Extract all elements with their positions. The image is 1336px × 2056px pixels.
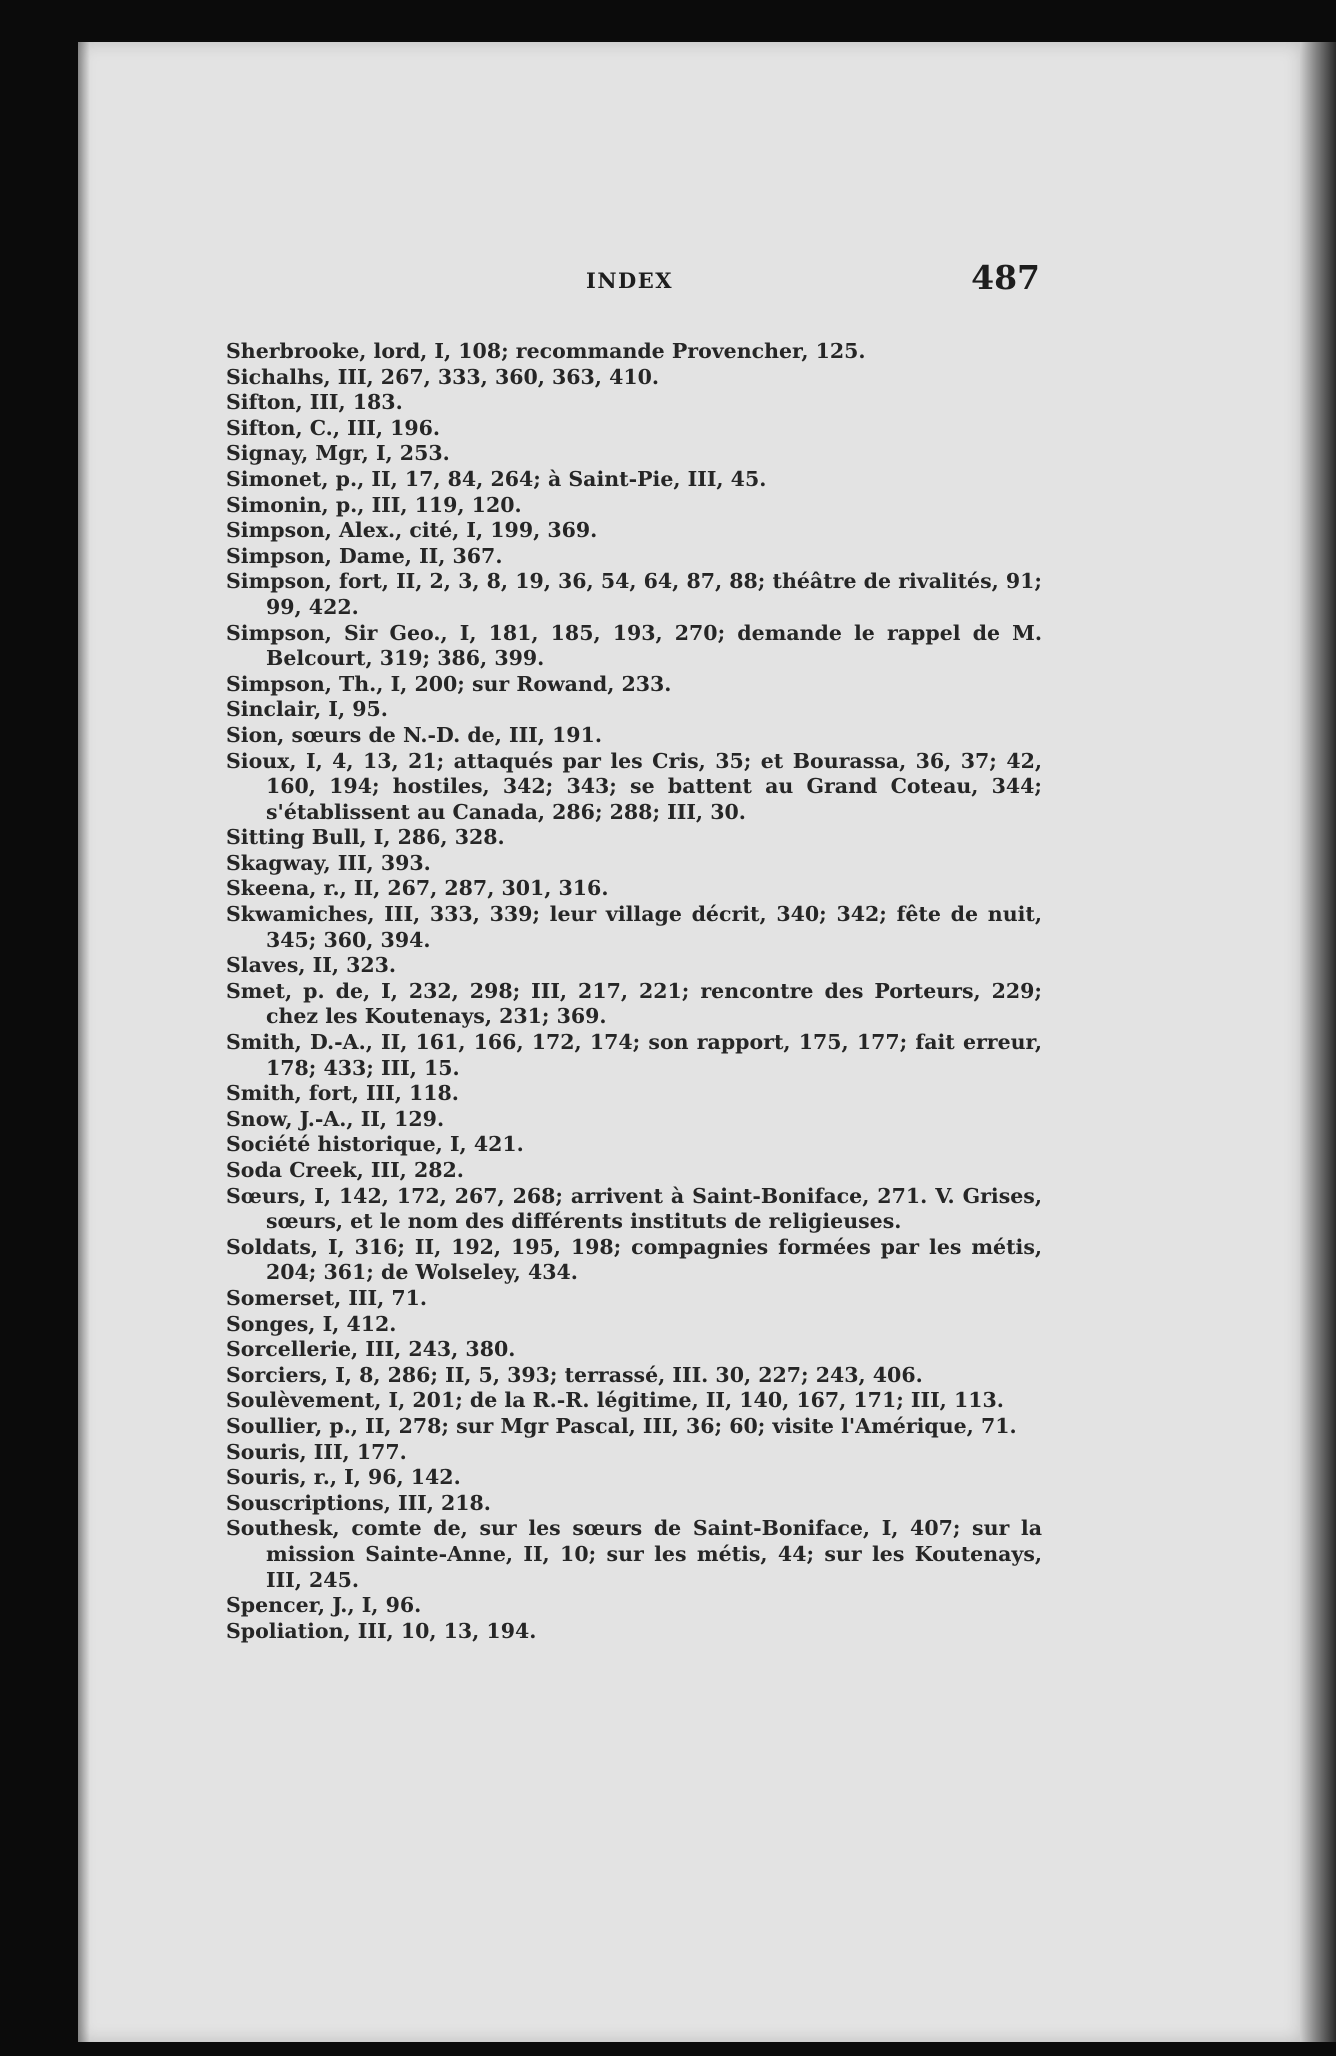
index-entry: Smith, fort, III, 118. (226, 1081, 459, 1106)
index-entry: Sifton, III, 183. (226, 390, 403, 415)
index-entry: Spoliation, III, 10, 13, 194. (226, 1618, 537, 1643)
index-entry: Sichalhs, III, 267, 333, 360, 363, 410. (226, 364, 660, 389)
index-entry: Simonin, p., III, 119, 120. (226, 492, 522, 517)
index-entry: Sion, sœurs de N.-D. de, III, 191. (226, 722, 602, 747)
index-entry: Somerset, III, 71. (226, 1285, 428, 1310)
index-entry: Sinclair, I, 95. (226, 697, 388, 722)
page-number: 487 (971, 258, 1040, 297)
page-edge (1300, 42, 1336, 2042)
index-entry: Spencer, J., I, 96. (226, 1593, 422, 1618)
binding-shadow (78, 42, 90, 2042)
index-entry: Skagway, III, 393. (226, 850, 431, 875)
index-entry: Simpson, Alex., cité, I, 199, 369. (226, 518, 598, 543)
index-entry: Simpson, Dame, II, 367. (226, 543, 503, 568)
index-entry: Smith, D.-A., II, 161, 166, 172, 174; son rapport, 175, 177; fait erreur, 178; 433; III, 15. (226, 1030, 1042, 1080)
index-entries (226, 339, 1042, 1644)
index-entry: Soda Creek, III, 282. (226, 1158, 464, 1182)
index-entry: Southesk, comte de, sur les sœurs de Saint-Boniface, I, 407; sur la mission Sainte-Anne, II, 10; sur les métis, 44; sur les Koutenays, III, 245. (226, 1516, 1042, 1592)
index-entry: Skwamiches, III, 333, 339; leur village décrit, 340; 342; fête de nuit, 345; 360, 394. (226, 902, 1042, 952)
index-entry: Smet, p. de, I, 232, 298; III, 217, 221; rencontre des Porteurs, 229; chez les Koutenays, 231; 369. (226, 978, 1042, 1029)
index-entry: Sorciers, I, 8, 286; II, 5, 393; terrassé, III. 30, 227; 243, 406. (226, 1362, 923, 1387)
index-entry: Sitting Bull, I, 286, 328. (226, 825, 505, 850)
index-entry: Sioux, I, 4, 13, 21; attaqués par les Cris, 35; et Bourassa, 36, 37; 42, 160, 194; hostiles, 342; 343; se battent au Grand Coteau, 344; s'établissent au Canada, 286; 288; III, 30. (226, 748, 1042, 824)
index-entry: Sherbrooke, lord, I, 108; recommande Provencher, 125. (226, 339, 866, 363)
index-entry: Souris, r., I, 96, 142. (226, 1465, 461, 1490)
index-entry: Simonet, p., II, 17, 84, 264; à Saint-Pie, III, 45. (226, 466, 767, 491)
index-entry: Souscriptions, III, 218. (226, 1490, 491, 1515)
index-entry: Slaves, II, 323. (226, 953, 397, 978)
index-entry: Simpson, Th., I, 200; sur Rowand, 233. (226, 671, 672, 696)
index-entry: Souris, III, 177. (226, 1439, 407, 1464)
page-header (226, 258, 1042, 318)
index-entry: Société historique, I, 421. (226, 1132, 524, 1157)
index-entry: Simpson, fort, II, 2, 3, 8, 19, 36, 54, 64, 87, 88; théâtre de rivalités, 91; 99, 422. (226, 569, 1042, 619)
index-entry: Sifton, C., III, 196. (226, 415, 441, 440)
index-entry: Songes, I, 412. (226, 1311, 397, 1336)
index-entry: Soulèvement, I, 201; de la R.-R. légitime, II, 140, 167, 171; III, 113. (226, 1388, 1004, 1413)
index-entry: Soldats, I, 316; II, 192, 195, 198; compagnies formées par les métis, 204; 361; de Wolseley, 434. (226, 1234, 1042, 1285)
index-entry: Signay, Mgr, I, 253. (226, 441, 450, 466)
index-entry: Sorcellerie, III, 243, 380. (226, 1337, 516, 1362)
running-head: INDEX (586, 268, 674, 293)
index-entry: Soullier, p., II, 278; sur Mgr Pascal, III, 36; 60; visite l'Amérique, 71. (226, 1413, 1017, 1438)
index-entry: Sœurs, I, 142, 172, 267, 268; arrivent à Saint-Boniface, 271. V. Grises, sœurs, et le nom des différents instituts de religieuses. (226, 1183, 1042, 1234)
index-entry: Simpson, Sir Geo., I, 181, 185, 193, 270; demande le rappel de M. Belcourt, 319; 386, 399. (226, 620, 1042, 671)
index-entry: Snow, J.-A., II, 129. (226, 1106, 445, 1131)
index-entry: Skeena, r., II, 267, 287, 301, 316. (226, 876, 609, 901)
